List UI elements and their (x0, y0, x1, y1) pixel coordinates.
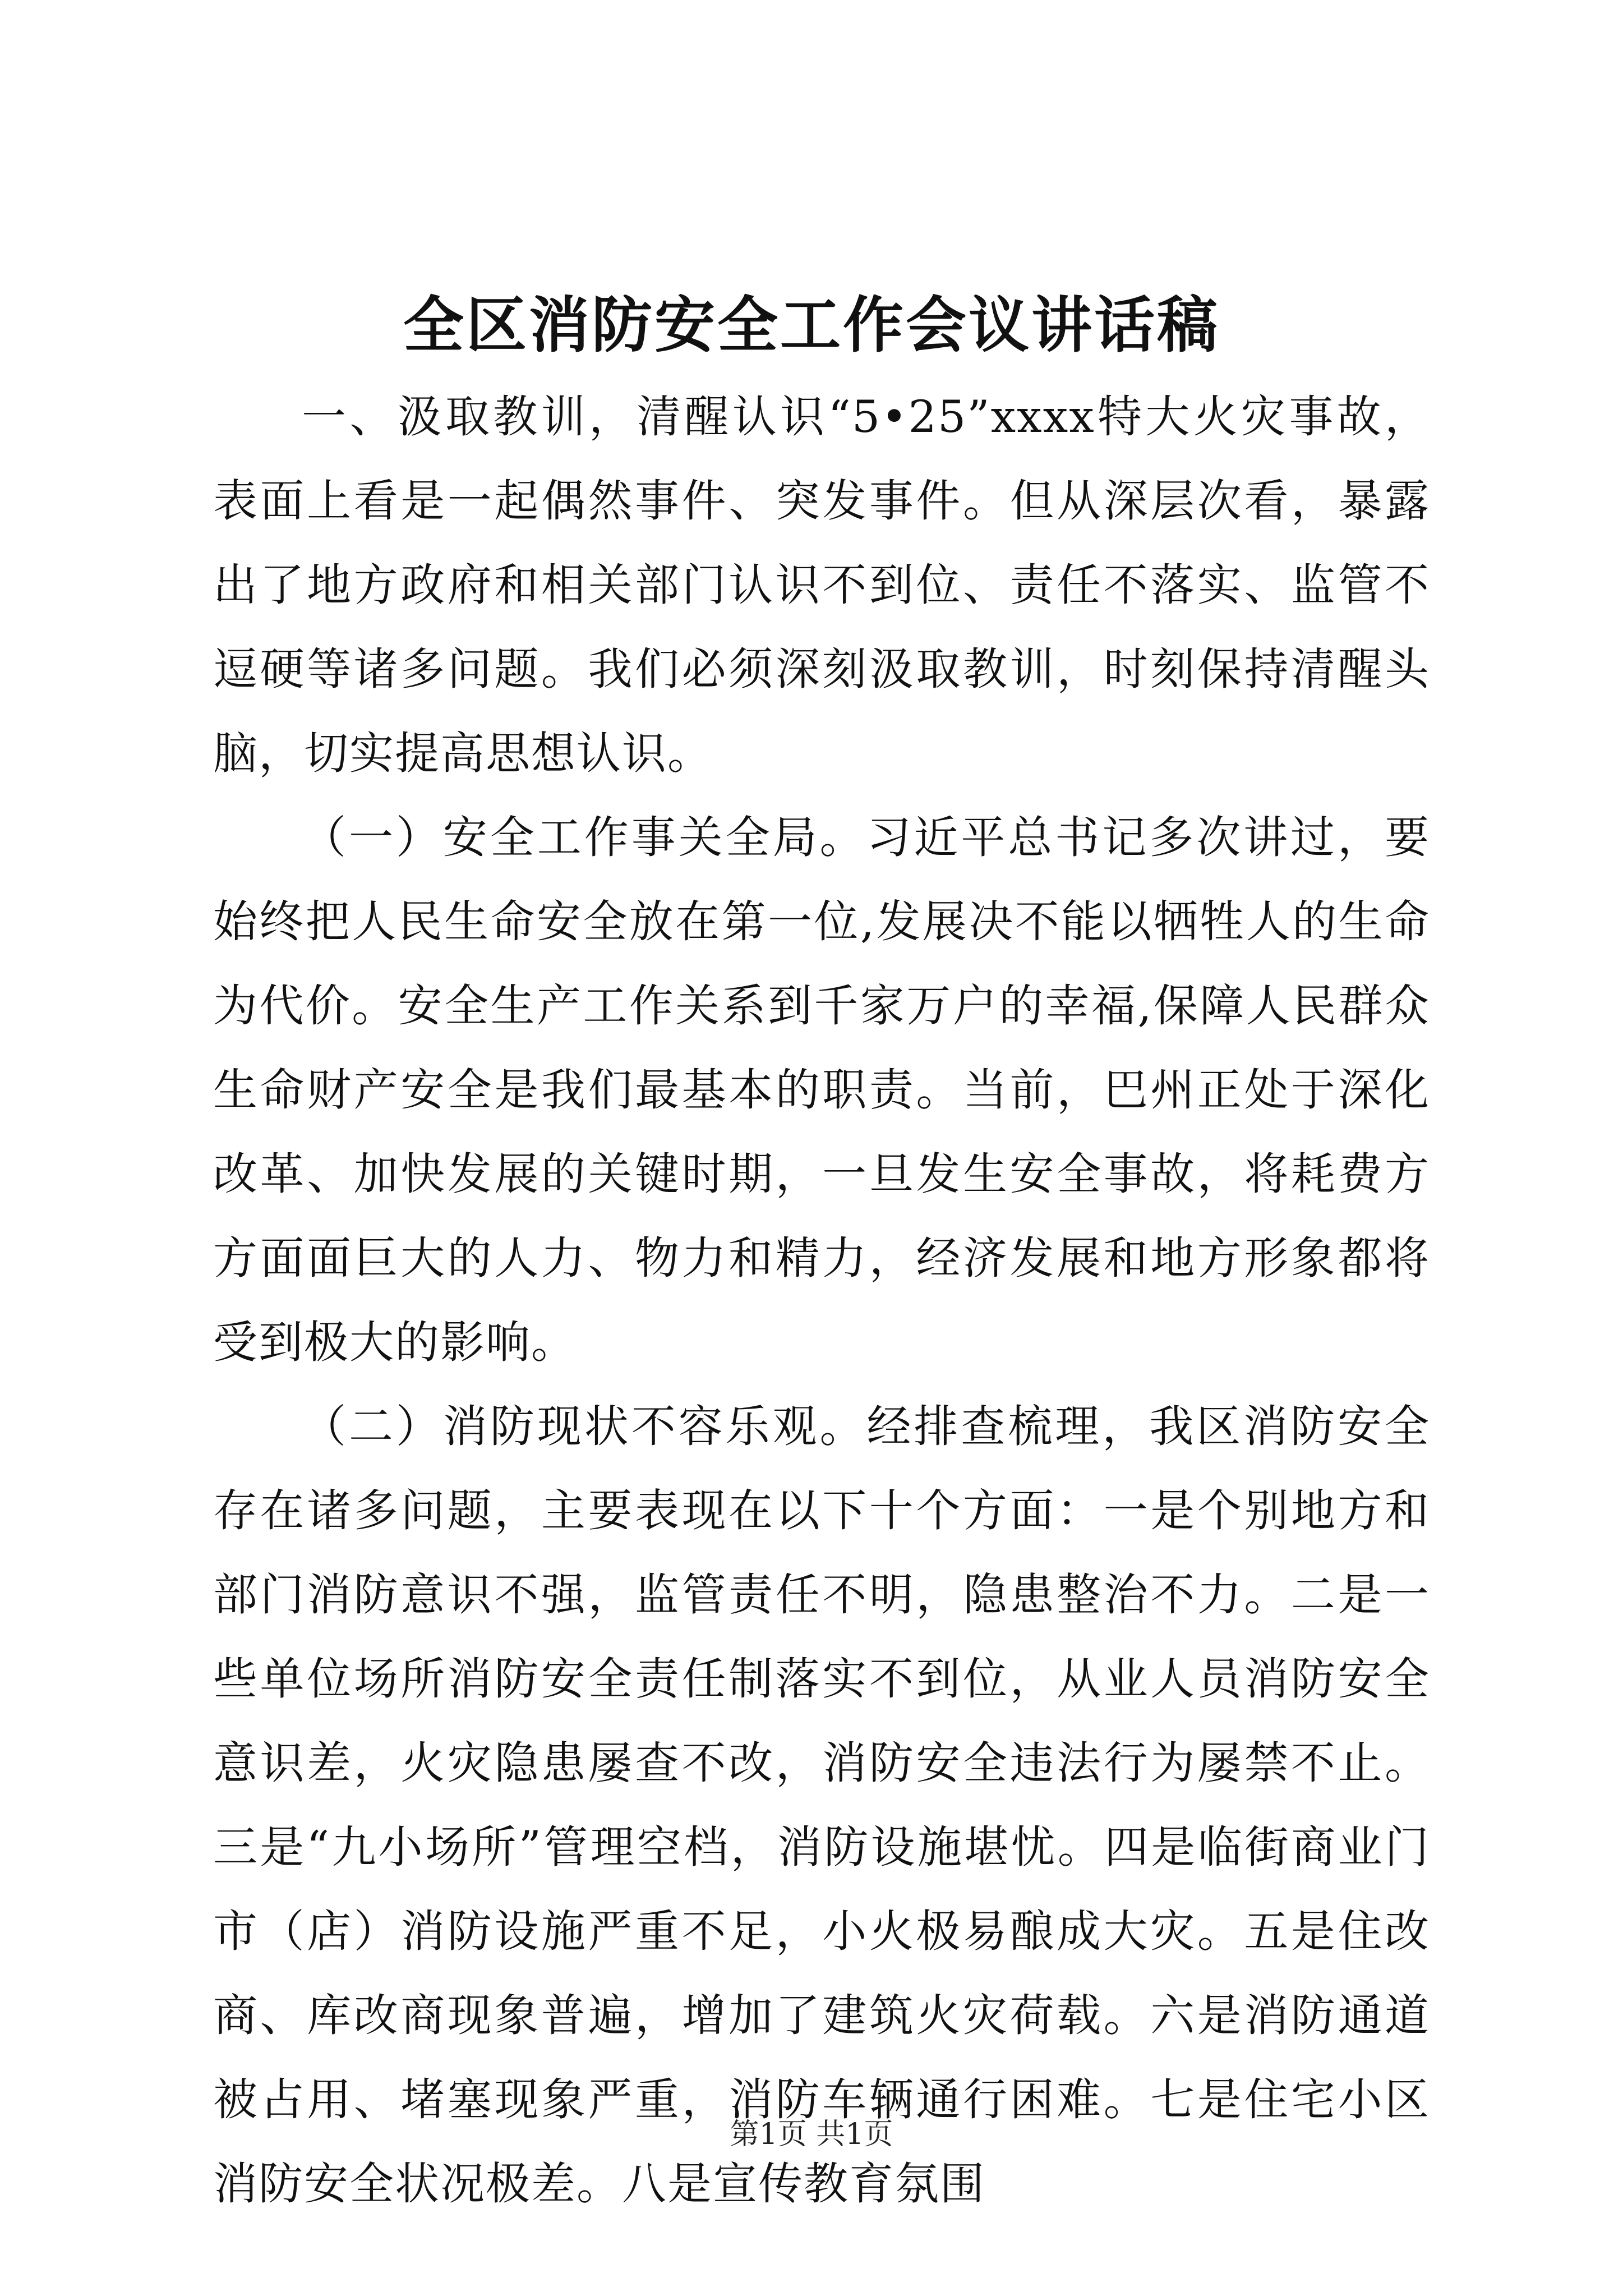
page-number-label: 第1页 共1页 (730, 2118, 893, 2151)
paragraph-2: （一）安全工作事关全局。习近平总书记多次讲过，要始终把人民生命安全放在第一位,发展决不能以牺牲人的生命为代价。安全生产工作关系到千家万户的幸福,保障人民群众生命财产安全是我们最基本的职责。当前，巴州正处于深化改革、加快发展的关键时期，一旦发生安全事故，将耗费方方面面巨大的人力、物力和精力，经济发展和地方形象都将受到极大的影响。 (213, 812, 1430, 1368)
document-body (213, 375, 1430, 2226)
paragraph-3: （二）消防现状不容乐观。经排查梳理，我区消防安全存在诸多问题，主要表现在以下十个方面：一是个别地方和部门消防意识不强，监管责任不明，隐患整治不力。二是一些单位场所消防安全责任制落实不到位，从业人员消防安全意识差，火灾隐患屡查不改，消防安全违法行为屡禁不止。三是“九小场所”管理空档，消防设施堪忧。四是临街商业门市（店）消防设施严重不足，小火极易酿成大灾。五是住改商、库改商现象普遍，增加了建筑火灾荷载。六是消防通道被占用、堵塞现象严重，消防车辆通行困难。七是住宅小区消防安全状况极差。八是宣传教育氛围 (213, 1401, 1430, 2210)
paragraph-1: 一、汲取教训，清醒认识“5•25”xxxx特大火灾事故，表面上看是一起偶然事件、突发事件。但从深层次看，暴露出了地方政府和相关部门认识不到位、责任不落实、监管不逗硬等诸多问题。我们必须深刻汲取教训，时刻保持清醒头脑，切实提高思想认识。 (213, 391, 1430, 779)
page-footer (0, 2115, 1623, 2154)
document-title: 全区消防安全工作会议讲话稿 (403, 290, 1220, 361)
